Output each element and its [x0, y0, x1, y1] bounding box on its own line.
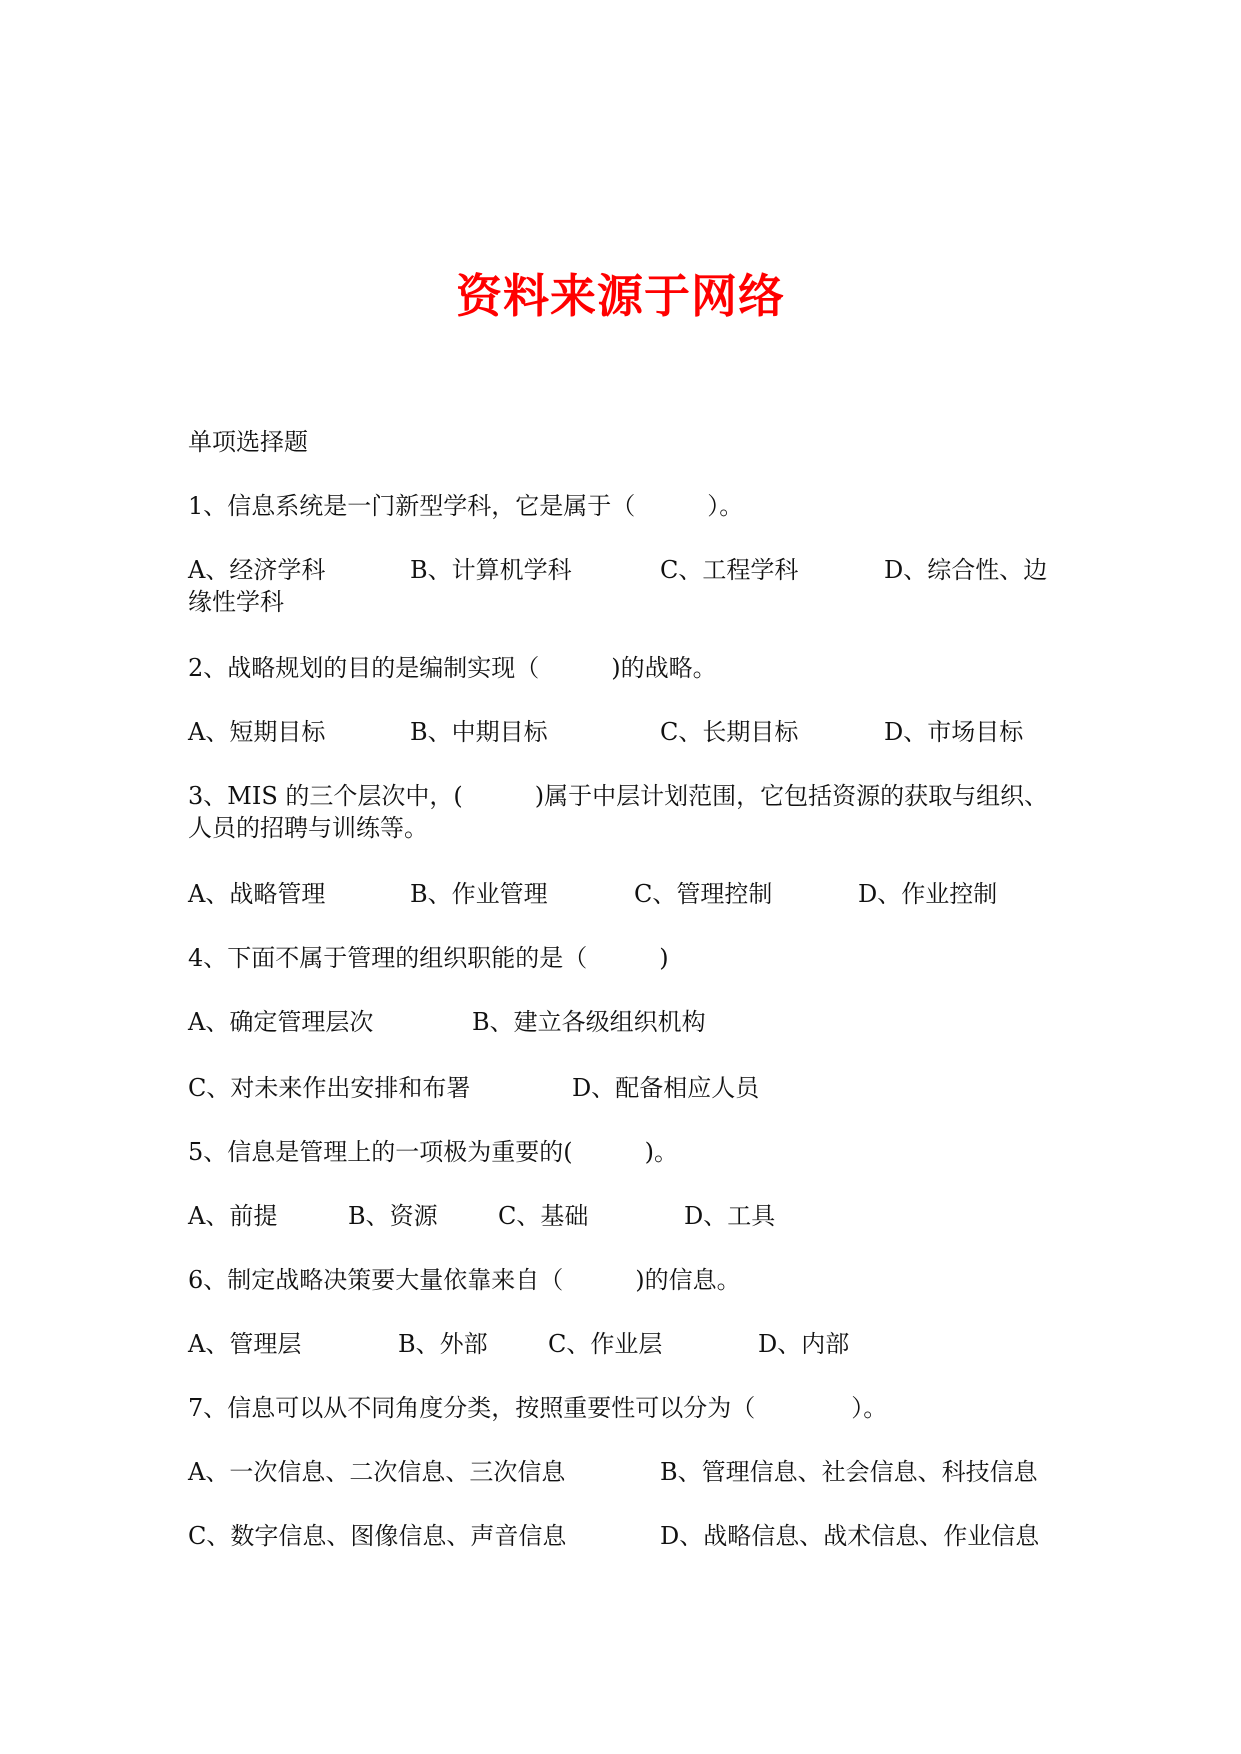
option-b: B、计算机学科 — [410, 556, 572, 584]
option-b: B、作业管理 — [410, 880, 548, 908]
option-c: C、对未来作出安排和布署 — [188, 1074, 471, 1102]
option-d: D、工具 — [684, 1202, 776, 1230]
question-2-stem: 2、战略规划的目的是编制实现（ )的战略。 — [188, 654, 717, 682]
option-a: A、前提 — [188, 1202, 278, 1230]
question-4-stem: 4、下面不属于管理的组织职能的是（ ) — [188, 944, 669, 972]
option-b: B、建立各级组织机构 — [472, 1008, 706, 1036]
option-d: D、作业控制 — [858, 880, 998, 908]
option-d: D、内部 — [758, 1330, 850, 1358]
option-c: C、长期目标 — [660, 718, 799, 746]
option-d: D、综合性、边 — [884, 556, 1048, 584]
option-b: B、中期目标 — [410, 718, 548, 746]
question-5-stem: 5、信息是管理上的一项极为重要的( )。 — [188, 1138, 678, 1166]
option-b: B、管理信息、社会信息、科技信息 — [660, 1458, 1038, 1486]
option-a: A、经济学科 — [188, 556, 326, 584]
option-a: A、管理层 — [188, 1330, 302, 1358]
option-c: C、管理控制 — [634, 880, 773, 908]
page-title: 资料来源于网络 — [456, 269, 785, 323]
question-3-stem: 3、MIS 的三个层次中，( )属于中层计划范围，它包括资源的获取与组织、 — [188, 782, 1049, 810]
question-1-stem: 1、信息系统是一门新型学科，它是属于（ ）。 — [188, 492, 744, 520]
option-b: B、资源 — [348, 1202, 438, 1230]
question-6-stem: 6、制定战略决策要大量依靠来自（ )的信息。 — [188, 1266, 741, 1294]
option-c: C、作业层 — [548, 1330, 663, 1358]
option-a: A、短期目标 — [188, 718, 326, 746]
option-c: C、工程学科 — [660, 556, 799, 584]
section-heading: 单项选择题 — [188, 428, 308, 456]
option-c: C、基础 — [498, 1202, 589, 1230]
option-d: D、市场目标 — [884, 718, 1024, 746]
option-a: A、一次信息、二次信息、三次信息 — [188, 1458, 566, 1486]
option-d: D、战略信息、战术信息、作业信息 — [660, 1522, 1040, 1550]
option-c: C、数字信息、图像信息、声音信息 — [188, 1522, 567, 1550]
question-1-option-d-continued: 缘性学科 — [188, 588, 284, 616]
option-a: A、确定管理层次 — [188, 1008, 374, 1036]
option-b: B、外部 — [398, 1330, 488, 1358]
question-7-stem: 7、信息可以从不同角度分类，按照重要性可以分为（ ）。 — [188, 1394, 888, 1422]
option-d: D、配备相应人员 — [572, 1074, 760, 1102]
question-3-stem-continued: 人员的招聘与训练等。 — [188, 814, 428, 842]
option-a: A、战略管理 — [188, 880, 326, 908]
